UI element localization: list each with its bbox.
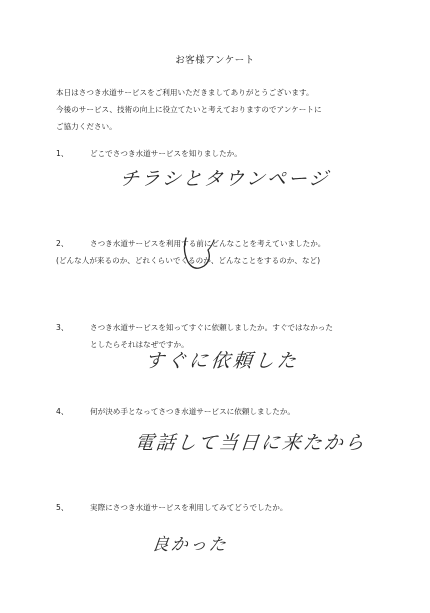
intro-text <box>56 84 406 135</box>
answer-4-handwriting: 電話して当日に来たから <box>133 432 368 454</box>
question-5-text: 実際にさつき水道サービスを利用してみてどうでしたか。 <box>90 503 288 512</box>
answer-1-handwriting: チラシとタウンページ <box>118 168 331 190</box>
intro-line: 今後のサービス、技術の向上に役立てたいと考えておりますのでアンケートに <box>56 105 322 114</box>
question-1-number: 1、 <box>56 149 69 158</box>
question-5-number: 5、 <box>56 503 69 512</box>
question-3-number: 3、 <box>56 323 69 332</box>
question-2-text: さつき水道サービスを利用する前にどんなことを考えていましたか。 <box>90 239 326 248</box>
question-2-number: 2、 <box>56 239 69 248</box>
question-3-text: さつき水道サービスを知ってすぐに依頼しましたか。すぐではなかった <box>90 323 333 332</box>
question-4-text: 何が決め手となってさつき水道サービスに依頼しましたか。 <box>90 407 296 416</box>
answer-2-handwritten-mark <box>178 232 222 274</box>
answer-3-handwriting: すぐに依頼した <box>143 350 301 372</box>
intro-line: 本日はさつき水道サービスをご利用いただきましてありがとうございます。 <box>56 88 314 97</box>
page-title: お客様アンケート <box>175 55 255 66</box>
question-3-text-cont: としたらそれはなぜですか。 <box>90 340 189 349</box>
question-4-number: 4、 <box>56 407 69 416</box>
question-1-text: どこでさつき水道サービスを知りましたか。 <box>90 149 242 158</box>
question-2-note: (どんな人が来るのか、どれくらいでくるのか、どんなことをするのか、など) <box>56 256 321 265</box>
intro-line: ご協力ください。 <box>56 122 117 131</box>
answer-5-handwriting: 良かった <box>150 535 229 555</box>
